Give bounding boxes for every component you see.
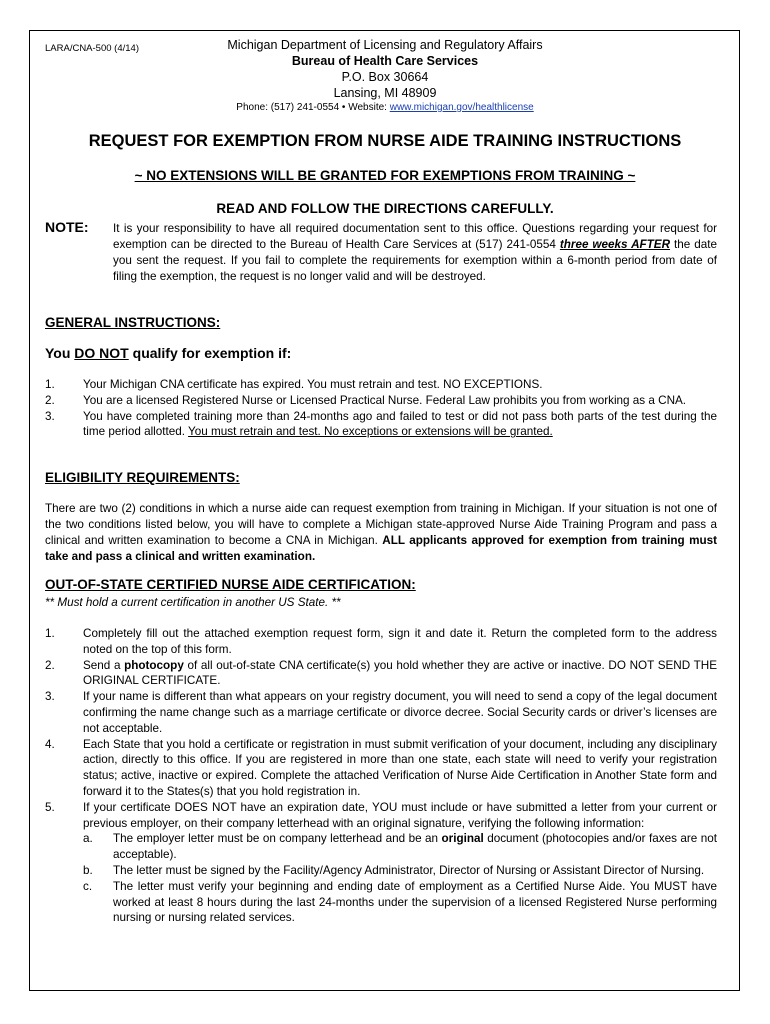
disqualify-suffix: qualify for exemption if: [128, 345, 292, 361]
list-item [45, 737, 717, 800]
item-number: 3. [45, 690, 55, 704]
form-code: LARA/CNA-500 (4/14) [45, 43, 139, 54]
item-text: If your certificate DOES NOT have an expiration date, YOU must include or have submitted a letter from your current or previous employer, on their company letterhead with an original signature, verifying the following information: [83, 800, 717, 830]
item-text: Each State that you hold a certificate or registration in must submit verification of your document, including any disciplinary action, directly to this office. If you are registered in more than one state, each state will need to verify your registration status; active, inactive or expired. Complete the attached Verification of Nurse Aide Certification in Another State form and forward it to the States(s) that you hold registration in. [83, 737, 717, 798]
sub-item-letter: c. [83, 879, 93, 893]
item-number: 5. [45, 800, 55, 814]
sub-item-letter: a. [83, 832, 93, 846]
city-address: Lansing, MI 48909 [333, 86, 437, 100]
sub-item-text: The employer letter must be on company letterhead and be an [113, 832, 442, 846]
item-number: 1. [45, 378, 55, 391]
item-number: 2. [45, 658, 55, 672]
item-text: If your name is different than what appears on your registry document, you will need to send a copy of the legal document confirming the name change such as a marriage certificate or divorce decree. Social Security cards or driver’s licenses are not acceptable. [83, 690, 717, 735]
website-label: Website: [348, 102, 387, 113]
contact-line [180, 101, 590, 115]
list-item [45, 626, 717, 658]
note-emphasis: three weeks AFTER [559, 238, 671, 251]
note-text-part-1: It is your responsibility to have all required documentation sent to this office. Questions regarding your request for exemption can be directed to the Bureau of Health Care Services at (517) 241-0554 [113, 222, 717, 251]
website-link[interactable]: www.michigan.gov/healthlicense [389, 102, 534, 113]
eligibility-text: There are two (2) conditions in which a nurse aide can request exemption from training in Michigan. If your situation is not one of the two conditions listed below, you will have to complete a Michigan state-approved Nurse Aide Training Program and pass a clinical and written examination to become a CNA in Michigan. [45, 502, 717, 547]
list-item [45, 658, 717, 690]
disqualify-heading [45, 345, 291, 361]
sub-list-item [83, 879, 717, 926]
document-title: REQUEST FOR EXEMPTION FROM NURSE AIDE TRAINING INSTRUCTIONS [88, 132, 682, 150]
item-text: You are a licensed Registered Nurse or Licensed Practical Nurse. Federal Law prohibits you from working as a CNA. [83, 393, 687, 407]
disqualify-emphasis: DO NOT [74, 345, 129, 361]
list-item [45, 393, 717, 409]
item-text-after: of all out-of-state CNA certificate(s) you hold whether they are active or inactive. DO NOT SEND THE ORIGINAL CERTIFICATE. [83, 658, 717, 688]
item-bold-text: photocopy [124, 658, 184, 672]
note-label: NOTE: [45, 219, 89, 235]
note-text-part-2: the date you sent the request. If you fail to complete the requirements for exemption within a 6-month period from date of filing the exemption, the request is no longer valid and will be destroyed. [113, 238, 717, 283]
list-item [45, 800, 717, 926]
no-extensions-notice: ~ NO EXTENSIONS WILL BE GRANTED FOR EXEMPTIONS FROM TRAINING ~ [134, 168, 636, 183]
phone-number: Phone: (517) 241-0554 [236, 102, 340, 113]
item-text: Completely fill out the attached exemption request form, sign it and date it. Return the completed form to the address noted on the top of this form. [83, 627, 717, 656]
sub-item-bold-text: original [441, 832, 484, 846]
bullet-separator: • [341, 102, 346, 113]
disqualify-list [45, 377, 717, 440]
general-instructions-heading: GENERAL INSTRUCTIONS: [45, 315, 221, 330]
disqualify-prefix: You [45, 345, 75, 361]
out-of-state-note: ** Must hold a current certification in another US State. ** [45, 596, 341, 609]
item-number: 3. [45, 409, 55, 423]
sub-item-text-after: document (photocopies and/or faxes are not acceptable). [113, 832, 717, 862]
item-text: Your Michigan CNA certificate has expired. You must retrain and test. NO EXCEPTIONS. [83, 378, 543, 391]
sub-list-item [83, 863, 717, 879]
item-text: Send a [83, 658, 125, 672]
sub-item-text: The letter must verify your beginning and ending date of employment as a Certified Nurse Aide. You MUST have worked at least 8 hours during the last 24-months under the supervision of a licensed Registered Nurse performing nursing or nursing related services. [113, 879, 717, 925]
letterhead [180, 37, 590, 115]
list-item [45, 409, 717, 441]
out-of-state-list [45, 626, 717, 926]
item-number: 2. [45, 393, 55, 407]
eligibility-paragraph [45, 501, 717, 565]
item-number: 1. [45, 627, 55, 640]
item-number: 4. [45, 737, 55, 751]
po-box: P.O. Box 30664 [341, 70, 429, 84]
sub-list-item [83, 831, 717, 863]
sub-item-text: The letter must be signed by the Facility/Agency Administrator, Director of Nursing or Assistant Director of Nursing. [113, 863, 705, 877]
list-item [45, 377, 717, 393]
list-item [45, 689, 717, 736]
eligibility-bold-text: ALL applicants approved for exemption from training must take and pass a clinical and written examination. [45, 534, 717, 563]
eligibility-heading: ELIGIBILITY REQUIREMENTS: [45, 470, 240, 485]
sub-item-letter: b. [83, 863, 93, 877]
out-of-state-heading: OUT-OF-STATE CERTIFIED NURSE AIDE CERTIFICATION: [45, 577, 416, 592]
department-name: Michigan Department of Licensing and Regulatory Affairs [227, 38, 543, 52]
read-directions: READ AND FOLLOW THE DIRECTIONS CAREFULLY. [216, 201, 554, 216]
item-underlined-text: You must retrain and test. No exceptions or extensions will be granted. [188, 425, 553, 439]
item-text: You have completed training more than 24-months ago and failed to test or did not pass both parts of the test during the time period allotted. [83, 409, 717, 439]
bureau-name: Bureau of Health Care Services [291, 54, 479, 68]
note-text [113, 221, 717, 285]
